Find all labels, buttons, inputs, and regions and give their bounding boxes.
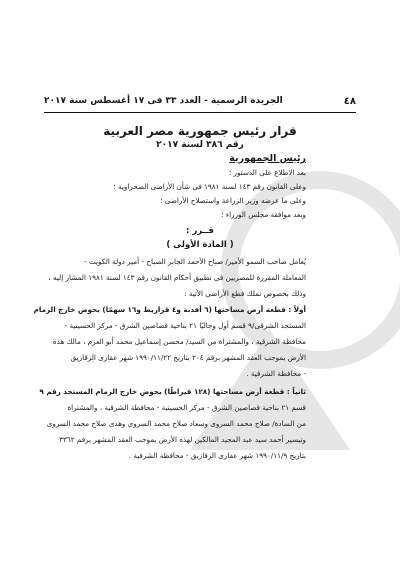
article-line: أولاً : قطعة أرض مساحتها (٦ أفدنة و٤ قراريط و١٦ سهمًا) بحوض خارج الزمام — [33, 305, 306, 314]
article-line: ثانياً : قطعة أرض مساحتها (١٢٨ قيراطًا) بحوض خارج الزمام المستجد رقم ٩ — [39, 387, 306, 396]
article-line: وتيسير أحمد سيد عبد المجيد المالكين لهذه الأرض بموجب العقد المشهر برقم ٣٣٦٢ — [59, 435, 306, 444]
preamble-line: وعلى ما عرضه وزير الزراعة واستصلاح الأراضى ؛ — [160, 196, 306, 205]
article-line: المعاملة المقررة للمصريين فى تطبيق أحكام القانون رقم ١٤٣ لسنة ١٩٨١ المشار إليه ، — [48, 273, 306, 282]
preamble-line: وعلى القانون رقم ١٤٣ لسنة ١٩٨١ فى شأن الأراضى الصحراوية ؛ — [113, 182, 306, 191]
gazette-header — [44, 96, 356, 110]
preamble-line: وبعد موافقة مجلس الوزراء ؛ — [221, 210, 306, 219]
article-line: - محافظة الشرقية . — [246, 369, 306, 378]
article-line: الأرض بموجب العقد المشهر برقم ٢٠٤ بتاريخ ١٩٩٠/١١/٢٢ شهر عقارى الزقازيق — [70, 353, 306, 362]
article-heading: ( المادة الأولى ) — [166, 240, 234, 250]
page-number: ٤٨ — [343, 96, 356, 107]
article-line: محافظة الشرقية ، والمشتراة من السيد/ محسن إسماعيل محمد أبو العزم ، مالك هذه — [52, 337, 306, 346]
article-line: قسم ٢١ بناحية قصاصين الشرق - مركز الحسينية - محافظة الشرقية ، والمشتراة — [67, 403, 306, 412]
decree-number: رقم ٣٨٦ لسنة ٢٠١٧ — [156, 140, 244, 150]
article-line: المستجد الشرقى/٩ قسم أول وحاليًا ٢١ بناحية قصاصين الشرق - مركز الحسينية - — [64, 321, 306, 330]
article-line: من السادة/ صلاح محمد السروى وسعاد صلاح محمد السروى وهدى صلاح محمد السروى — [46, 419, 306, 428]
article-line: وذلك بخصوص تملك قطع الأراضى الآتية : — [184, 289, 306, 298]
decided-heading: قــرر : — [186, 226, 214, 236]
decree-title: قرار رئيس جمهورية مصر العربية — [103, 124, 297, 138]
president-heading: رئيس الجمهورية — [229, 153, 306, 164]
gazette-issue-line: الجريدة الرسمية - العدد ٣٣ فى ١٧ أغسطس سنة ٢٠١٧ — [44, 96, 283, 106]
article-line: يُعامل صاحب السمو الأمير/ صباح الأحمد الجابر الصباح - أمير دولة الكويت - — [84, 257, 306, 266]
article-line: بتاريخ ١٩٩٠/١١/٩ شهر عقارى الزقازيق - محافظة الشرقية . — [128, 451, 306, 460]
preamble-line: بعد الاطلاع على الدستور ؛ — [228, 168, 306, 177]
header-rule — [44, 112, 356, 113]
